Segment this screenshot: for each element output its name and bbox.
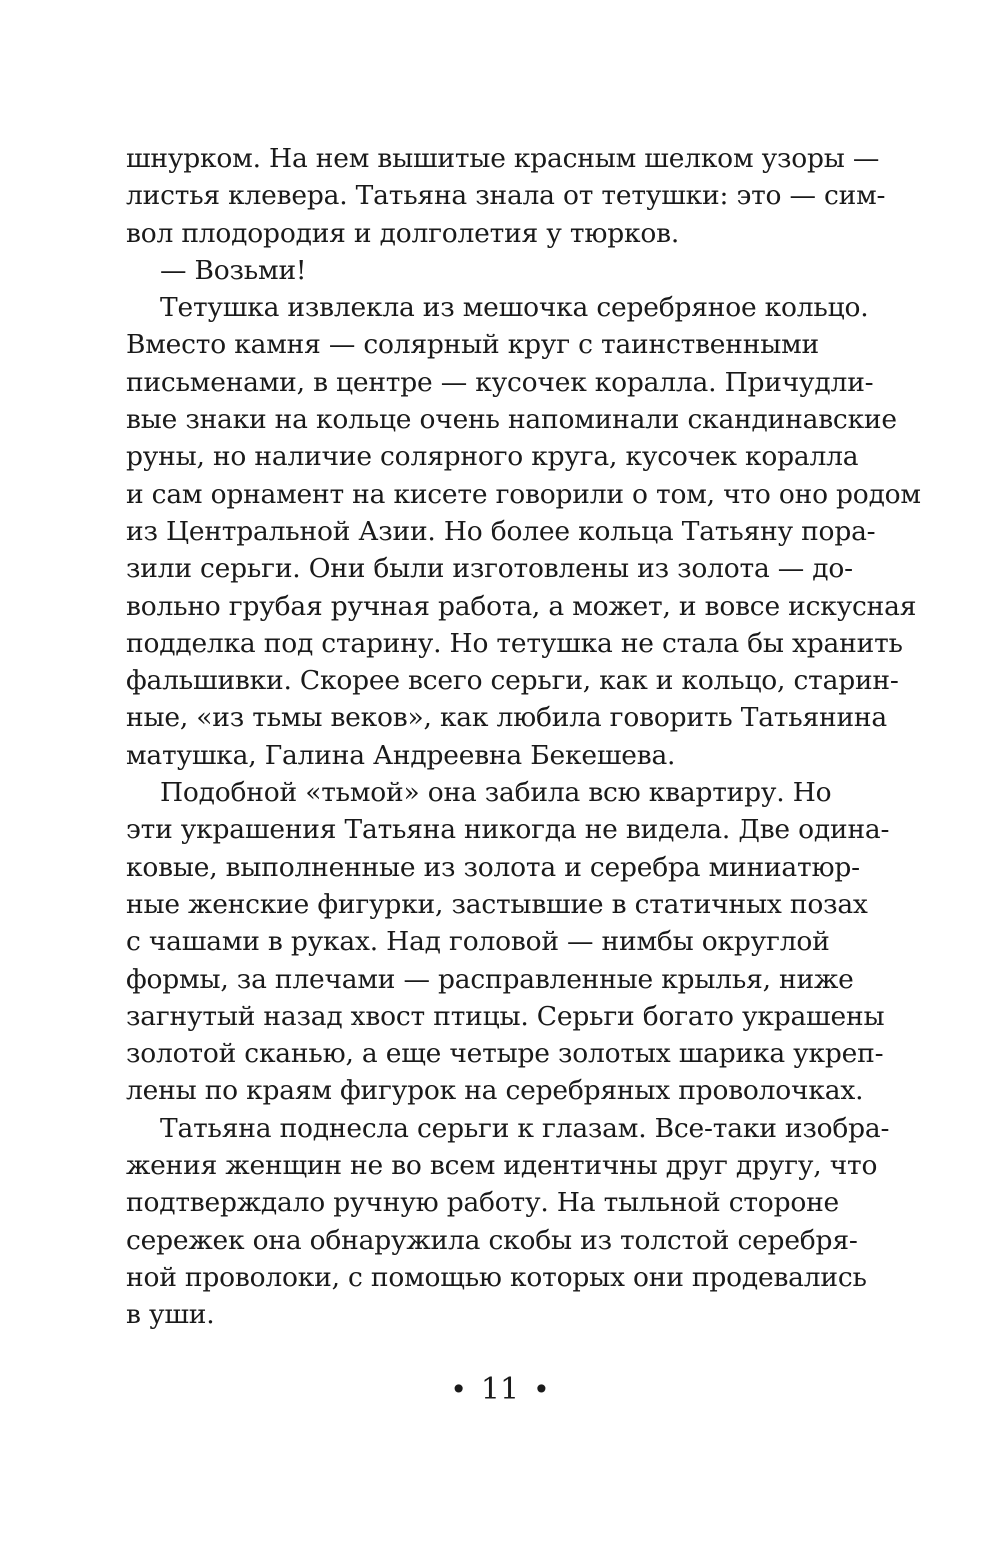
text-line: в уши. <box>126 1299 215 1331</box>
text-line: ные, «из тьмы веков», как любила говорить Татьянина <box>126 702 887 734</box>
folio-bullet-right: • <box>533 1373 550 1406</box>
text-line: формы, за плечами — расправленные крылья, ниже <box>126 963 854 995</box>
text-line: зили серьги. Они были изготовлены из золота — до- <box>126 553 853 585</box>
text-line: эти украшения Татьяна никогда не видела. Две одина- <box>126 814 890 846</box>
text-line: вол плодородия и долголетия у тюрков. <box>126 217 680 249</box>
paragraph <box>126 140 886 252</box>
text-line: шнурком. На нем вышитые красным шелком узоры — <box>126 143 880 174</box>
text-line: жения женщин не во всем идентичны друг другу, что <box>126 1150 878 1182</box>
text-line: ковые, выполненные из золота и серебра миниатюр- <box>126 851 860 883</box>
text-line: матушка, Галина Андреевна Бекешева. <box>126 739 676 771</box>
text-line: лены по краям фигурок на серебряных проволочках. <box>126 1075 864 1107</box>
text-line: фальшивки. Скорее всего серьги, как и кольцо, старин- <box>126 665 899 697</box>
text-line: и сам орнамент на кисете говорили о том, что оно родом <box>126 478 921 510</box>
text-line: золотой сканью, а еще четыре золотых шарика укреп- <box>126 1038 884 1070</box>
text-line: подделка под старину. Но тетушка не стала бы хранить <box>126 627 903 659</box>
text-line: подтверждало ручную работу. На тыльной стороне <box>126 1187 840 1219</box>
paragraph <box>126 774 890 1110</box>
folio-bullet-left: • <box>450 1373 467 1406</box>
page-number-footer <box>0 1370 1000 1410</box>
text-line: — Возьми! <box>160 254 307 286</box>
text-line: Вместо камня — солярный круг с таинственными <box>126 329 819 361</box>
text-line: вольно грубая ручная работа, а может, и вовсе искусная <box>126 590 917 622</box>
paragraph <box>126 1110 890 1334</box>
text-line: листья клевера. Татьяна знала от тетушки: это — сим- <box>126 180 886 212</box>
text-line: сережек она обнаружила скобы из толстой серебря- <box>126 1224 858 1256</box>
text-line: из Центральной Азии. Но более кольца Татьяну пора- <box>126 515 876 547</box>
text-line: ные женские фигурки, застывшие в статичных позах <box>126 888 868 920</box>
text-line: Подобной «тьмой» она забила всю квартиру. Но <box>160 777 832 809</box>
paragraph <box>126 289 921 774</box>
text-line: Татьяна поднесла серьги к глазам. Все-таки изобра- <box>160 1112 890 1144</box>
page-number: 11 <box>480 1372 520 1407</box>
text-line: Тетушка извлекла из мешочка серебряное кольцо. <box>160 292 869 324</box>
text-line: с чашами в руках. Над головой — нимбы округлой <box>126 926 830 958</box>
text-line: загнутый назад хвост птицы. Серьги богато украшены <box>126 1000 885 1032</box>
paragraph <box>126 252 814 289</box>
page-body <box>126 140 921 1334</box>
text-line: письменами, в центре — кусочек коралла. Причудли- <box>126 366 874 398</box>
text-line: ной проволоки, с помощью которых они продевались <box>126 1261 867 1293</box>
text-line: руны, но наличие солярного круга, кусочек коралла <box>126 441 859 473</box>
text-line: вые знаки на кольце очень напоминали скандинавские <box>126 404 897 436</box>
